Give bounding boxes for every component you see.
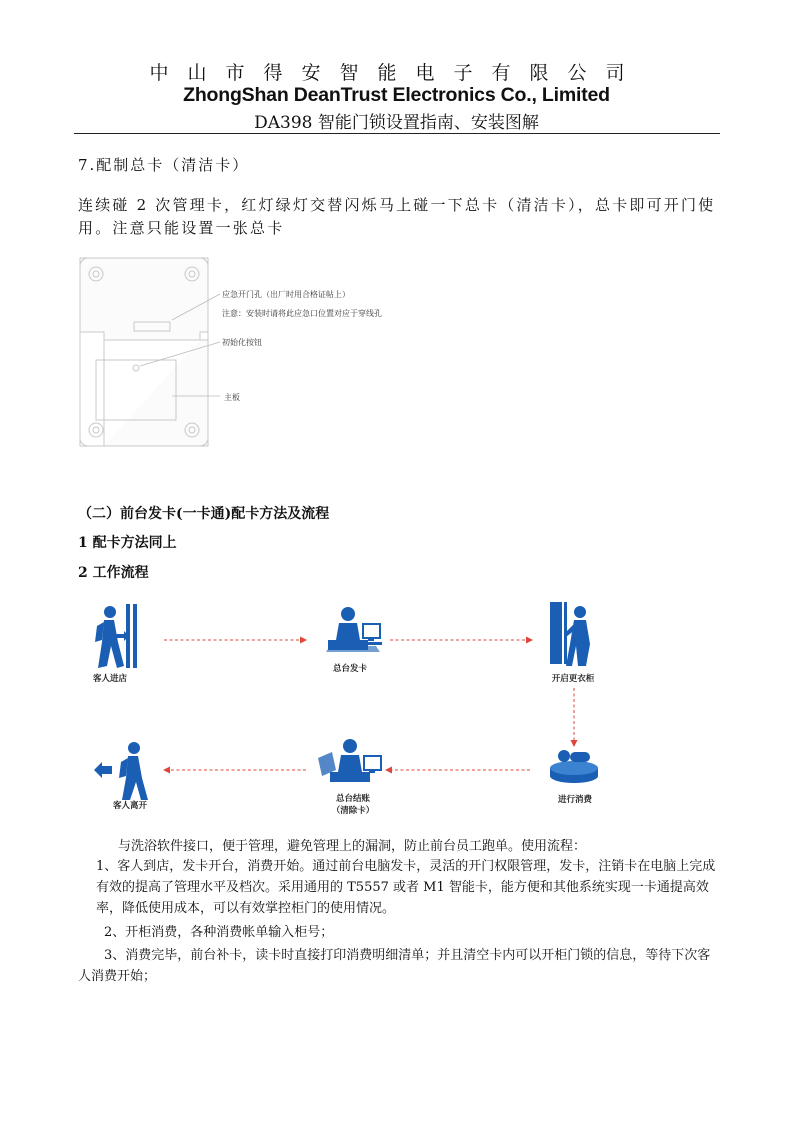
install-note-label: 注意：安装时请将此应急口位置对应于穿线孔 — [222, 309, 382, 318]
consume-icon — [550, 750, 598, 783]
lock-diagram — [74, 254, 474, 450]
front-desk-icon — [326, 607, 382, 652]
step-guest-leave: 客人离开 — [112, 801, 147, 811]
step-front-desk-issue: 总台发卡 — [332, 664, 367, 674]
checkout-icon — [318, 739, 381, 782]
workflow-diagram — [80, 596, 620, 816]
paragraph-step-1: 1、客人到店，发卡开台，消费开始。通过前台电脑发卡，灵活的开门权限管理，发卡，注销卡在电脑上完成有效的提高了管理水平及档次。采用通用的 T5557 或者 M1 智能卡，能方便和其他系统实现一卡通提高效率，降低使用成本，可以有效掌控柜门的使用情况。 — [96, 859, 716, 916]
paragraph-step-2: 2、开柜消费，各种消费帐单输入柜号； — [104, 925, 334, 940]
company-name-en: ZhongShan DeanTrust Electronics Co., Limited — [183, 84, 610, 106]
step-consume: 进行消费 — [557, 795, 592, 805]
emergency-hole-label: 应急开门孔（出厂时用合格证帖上） — [222, 290, 350, 299]
init-button-label: 初始化按钮 — [222, 338, 262, 347]
locker-icon — [550, 602, 590, 666]
paragraph-intro: 与洗浴软件接口，便于管理，避免管理上的漏洞，防止前台员工跑单。使用流程： — [118, 839, 587, 854]
step-guest-arrive: 客人进店 — [92, 674, 127, 684]
paragraph-step-3: 3、消费完毕，前台补卡，读卡时直接打印消费明细清单；并且清空卡内可以开柜门锁的信息，等待下次客人消费开始； — [78, 948, 711, 984]
step-open-locker: 开启更衣柜 — [551, 674, 595, 684]
step-checkout: 总台结账 — [335, 794, 370, 804]
guest-leave-icon — [94, 742, 148, 800]
section-7-heading: 7.配制总卡（清洁卡） — [78, 156, 250, 174]
front-desk-heading: （二）前台发卡(一卡通)配卡方法及流程 — [78, 506, 330, 522]
mainboard-label: 主板 — [224, 393, 240, 402]
company-name-cn: 中山市得安智能电子有限公司 — [149, 62, 644, 84]
card-method-subheading: 1 配卡方法同上 — [78, 535, 177, 551]
document-title: DA398 智能门锁设置指南、安装图解 — [254, 113, 539, 133]
header-divider — [74, 133, 720, 134]
section-7-text: 连续碰 2 次管理卡，红灯绿灯交替闪烁马上碰一下总卡（清洁卡），总卡即可开门使用。注意只能设置一张总卡 — [78, 196, 716, 237]
guest-arrive-icon — [95, 604, 137, 668]
workflow-subheading: 2 工作流程 — [78, 565, 149, 581]
step-checkout-clear: （清除卡） — [331, 806, 375, 816]
